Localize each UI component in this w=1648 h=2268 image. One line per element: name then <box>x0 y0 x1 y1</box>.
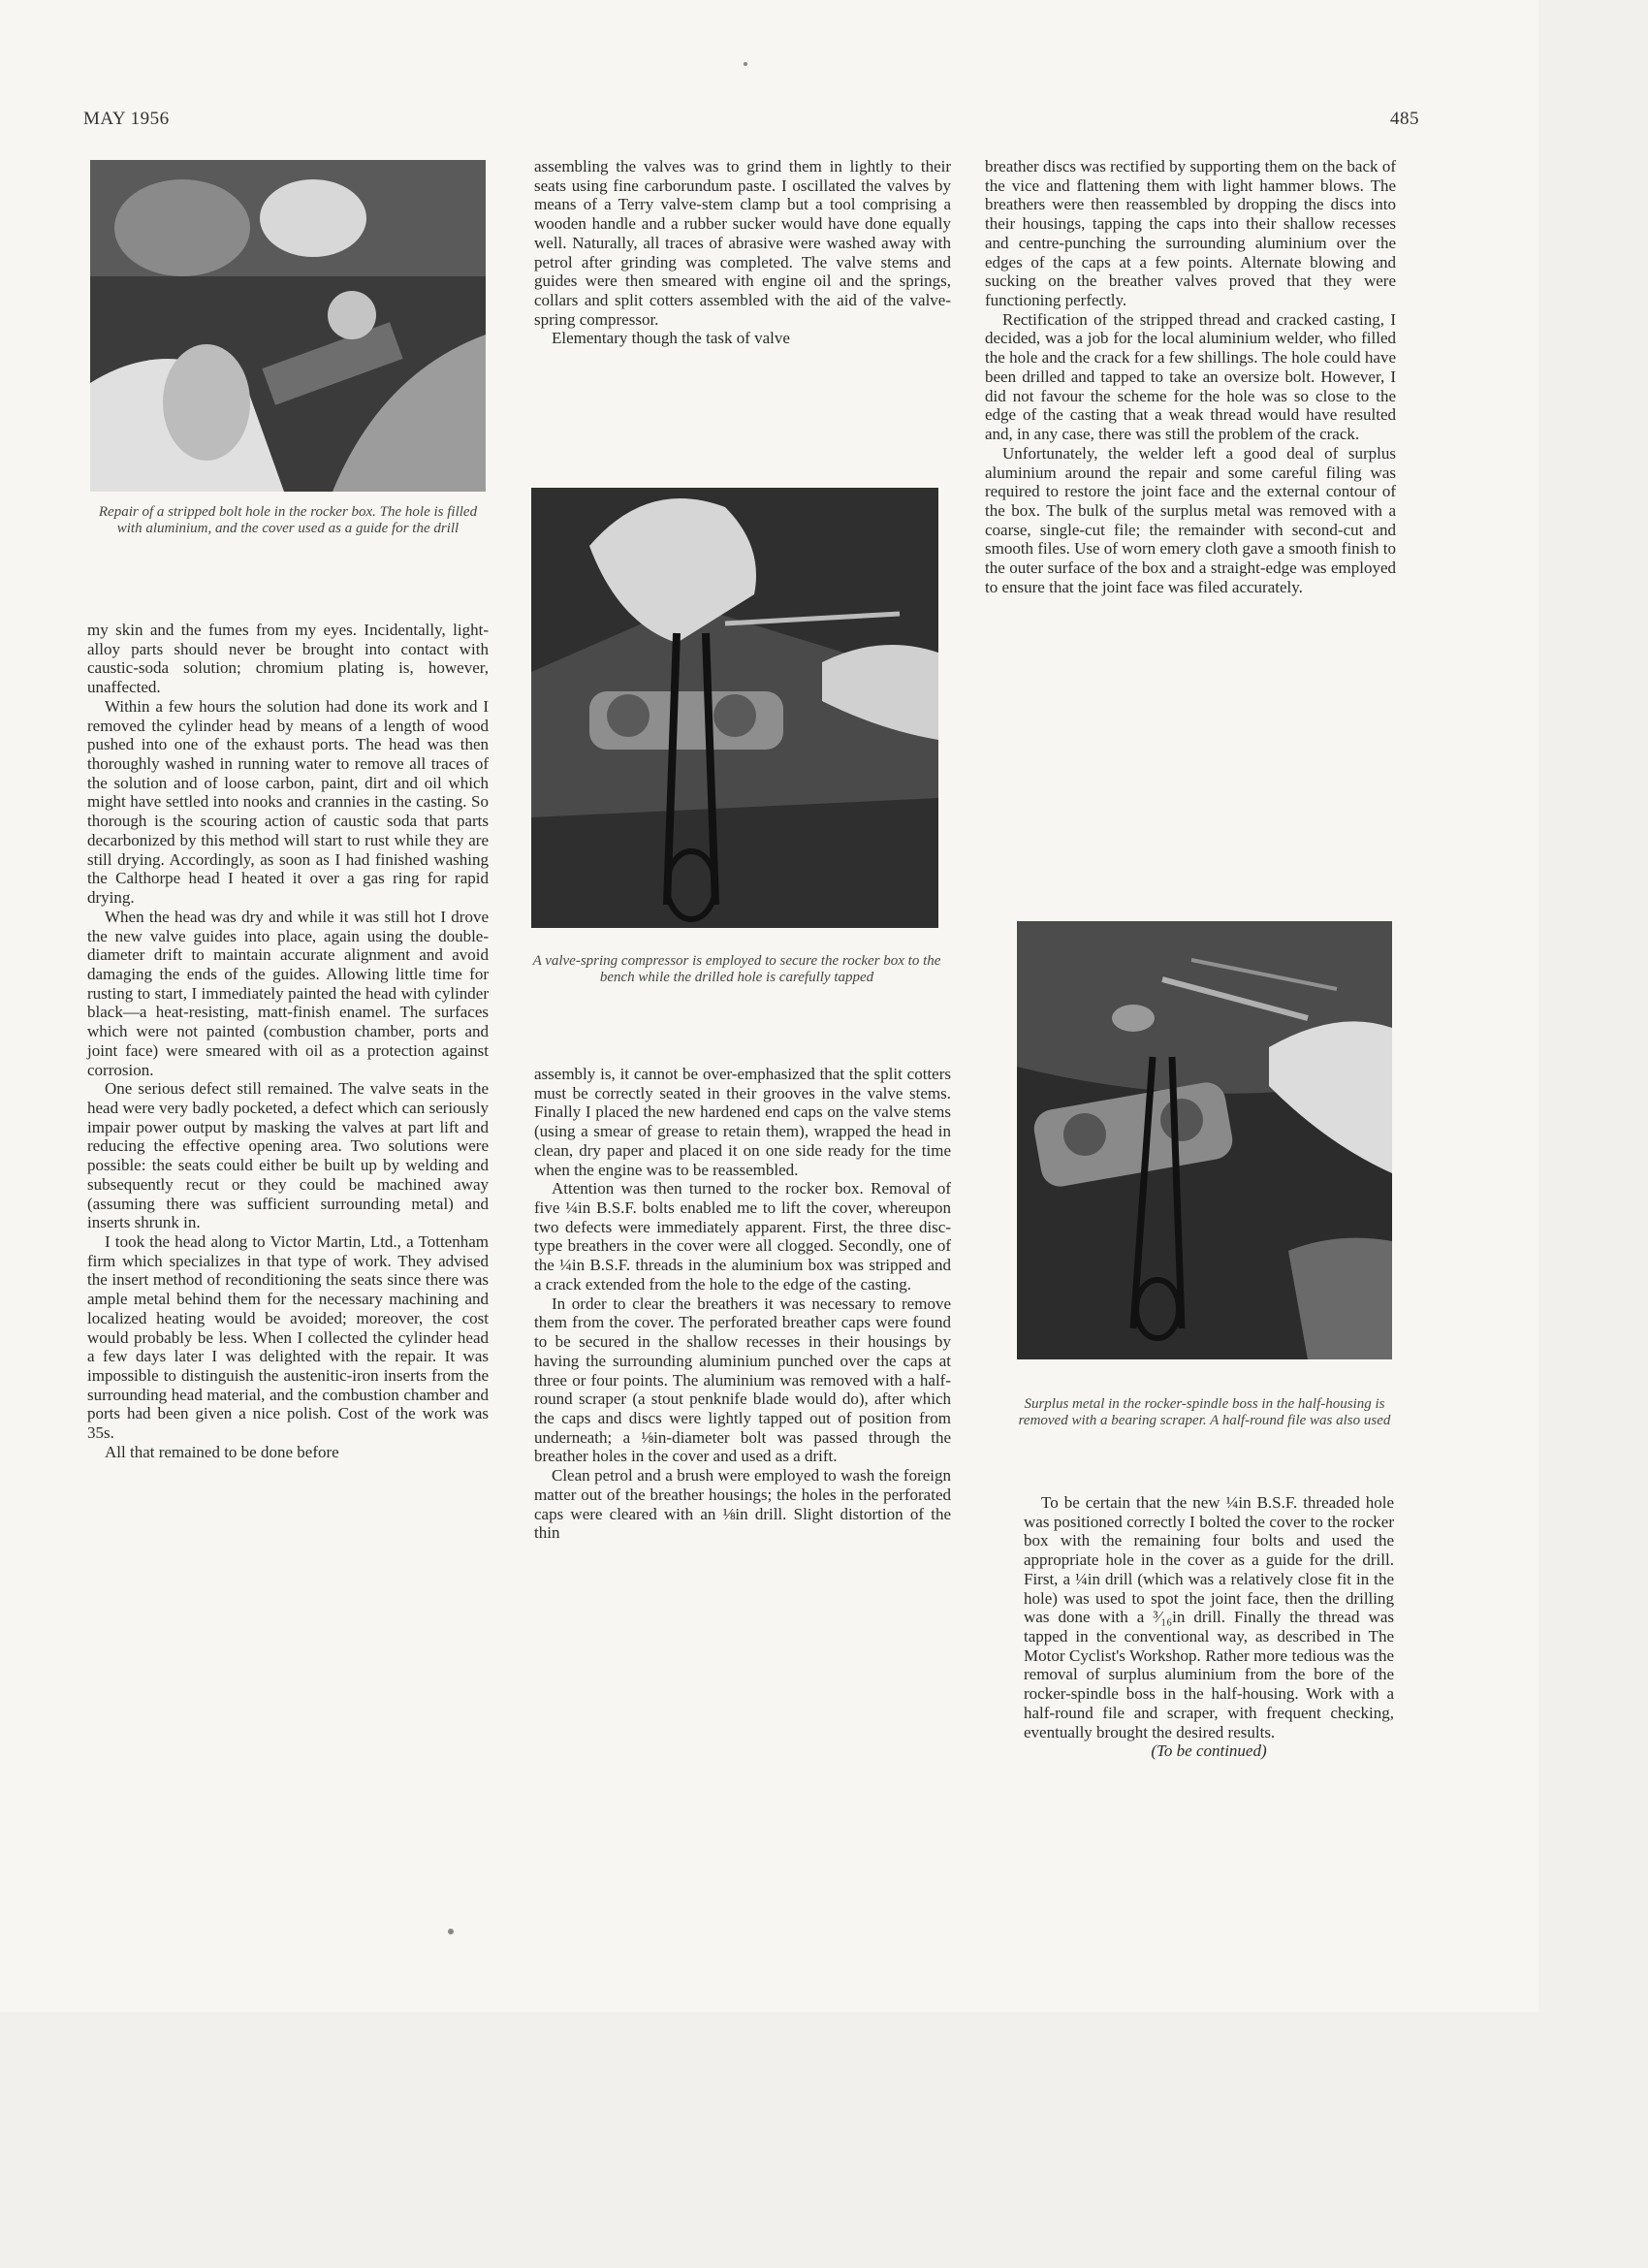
photo-bearing-scraper <box>1017 921 1392 1359</box>
col1-para-2: Within a few hours the solution had done its work and I removed the cylinder head by means of a length of wood pushed into one of the exhaust ports. The head was then thoroughly washed in running water to remove all traces of the solution and of loose carbon, paint, dirt and oil which might have settled into nooks and crannies in the casting. So thorough is the scouring action of caustic soda that parts decarbonized by this method will start to rust while they are still drying. Accordingly, as soon as I had finished washing the Calthorpe head I heated it over a gas ring for rapid drying. <box>87 696 489 908</box>
col2-para-3: assembly is, it cannot be over-emphasized that the split cotters must be correctly seated in their grooves in the valve stems. Finally I placed the new hardened end caps on the valve stems (using a smear of grease to retain them), wrapped the head in clean, dry paper and placed it on one side ready for the time when the engine was to be reassembled. <box>534 1065 951 1179</box>
col2-para-6: Clean petrol and a brush were employed to wash the foreign matter out of the breather housings; the holes in the perforated caps were cleared with an ⅛in drill. Slight distortion of the thin <box>534 1466 951 1543</box>
column-3-top <box>985 157 1396 597</box>
col3-para-3: Unfortunately, the welder left a good deal of surplus aluminium around the repair and some careful filing was required to restore the joint face and the external contour of the box. The bulk of the surplus metal was removed with a coarse, single-cut file; the remainder with second-cut and smooth files. Use of worn emery cloth gave a smooth finish to the outer surface of the box and a straight-edge was employed to ensure that the joint face was filed accurately. <box>985 443 1396 596</box>
issue-date: MAY 1956 <box>83 109 170 129</box>
caption-fig3: Surplus metal in the rocker-spindle boss in the half-housing is removed with a bearing scraper. A half-round file was also used <box>1018 1396 1391 1428</box>
col2-para-1: assembling the valves was to grind them in lightly to their seats using fine carborundum paste. I oscillated the valves by means of a Terry valve-stem clamp but a tool comprising a wooden handle and a rubber sucker would have done equally well. Naturally, all traces of abrasive were washed away with petrol after grinding was completed. The valve stems and guides were then smeared with engine oil and the springs, collars and split cotters assembled with the aid of the valve-spring compressor. <box>534 157 951 329</box>
col2-para-4: Attention was then turned to the rocker box. Removal of five ¼in B.S.F. bolts enabled me to lift the cover, whereupon two defects were immediately apparent. First, the three disc-type breathers in the cover were all clogged. Secondly, one of the ¼in B.S.F. threads in the aluminium box was stripped and a crack extended from the hole to the edge of the casting. <box>534 1179 951 1294</box>
photo-valve-spring-compressor <box>531 488 938 928</box>
col1-para-1: my skin and the fumes from my eyes. Incidentally, light-alloy parts should never be brought into contact with caustic-soda solution; chromium plating is, however, unaffected. <box>87 621 489 697</box>
column-3-bottom <box>1024 1493 1394 1761</box>
col3-para-2: Rectification of the stripped thread and cracked casting, I decided, was a job for the local aluminium welder, who filled the hole and the crack for a few shillings. The hole could have been drilled and tapped to take an oversize bolt. However, I did not favour the scheme for the hole was so close to the edge of the casting that a weak thread would have resulted and, in any case, there was still the problem of the crack. <box>985 309 1396 444</box>
to-be-continued: (To be continued) <box>1151 1741 1267 1761</box>
col2-para-2: Elementary though the task of valve <box>552 329 790 348</box>
column-1 <box>87 621 489 1462</box>
print-speck <box>744 62 747 66</box>
col3-para-4: To be certain that the new ¼in B.S.F. threaded hole was positioned correctly I bolted the cover to the rocker box with the remaining four bolts and used the appropriate hole in the cover as a guide for the drill. First, a ¼in drill (which was a relatively close fit in the hole) was used to spot the joint face, then the drilling was done with a ³⁄₁₆in drill. Finally the thread was tapped in the conventional way, as described in The Motor Cyclist's Workshop. Rather more tedious was the removal of surplus aluminium from the bore of the rocker-spindle boss in the half-housing. Work with a half-round file and scraper, with frequent checking, eventually brought the desired results. <box>1024 1493 1394 1741</box>
col1-para-3: When the head was dry and while it was still hot I drove the new valve guides into place, again using the double-diameter drift to maintain accurate alignment and avoid damaging the ends of the guides. Allowing little time for rusting to start, I immediately painted the head with cylinder black—a heat-resisting, matt-finish enamel. The surfaces which were not painted (combustion chamber, ports and joint face) were smeared with oil as a protection against corrosion. <box>87 907 489 1079</box>
col3-para-1: breather discs was rectified by supporting them on the back of the vice and flattening them with light hammer blows. The breathers were then reassembled by dropping the discs into their housings, tapping the caps into their shallow recesses and centre-punching the surrounding aluminium over the edges of the caps at a few points. Alternate blowing and sucking on the breather valves proved that they were functioning perfectly. <box>985 157 1396 310</box>
col1-para-4: One serious defect still remained. The valve seats in the head were very badly pocketed, a defect which can seriously impair power output by masking the valves at part lift and reducing the effective opening area. Two solutions were possible: the seats could either be built up by welding and subsequently recut or they could be machined away (assuming there was sufficient surrounding metal) and inserts shrunk in. <box>87 1079 489 1232</box>
col2-para-5: In order to clear the breathers it was necessary to remove them from the cover. The perforated breather caps were found to be secured in the shallow recesses in their housings by having the surrounding aluminium punched over the caps at three or four points. The aluminium was removed with a half-round scraper (a stout penknife blade would do), after which the caps and discs were lightly tapped out of position from underneath; a ⅛in-diameter bolt was passed through the breather holes in the cover and used as a drift. <box>534 1294 951 1466</box>
print-speck <box>448 1929 454 1934</box>
column-2-bottom <box>534 1065 951 1543</box>
column-2-top <box>534 157 951 348</box>
caption-fig2: A valve-spring compressor is employed to secure the rocker box to the bench while the drilled hole is carefully tapped <box>532 953 941 985</box>
col1-para-5: I took the head along to Victor Martin, Ltd., a Tottenham firm which specializes in that type of work. They advised the insert method of reconditioning the seats since there was ample metal behind them for the necessary machining and localized heating would be avoided; moreover, the cost would probably be less. When I collected the cylinder head a few days later I was delighted with the repair. It was impossible to distinguish the austenitic-iron inserts from the surrounding head material, and the combustion chamber and ports had been given a nice polish. Cost of the work was 35s. <box>87 1232 489 1443</box>
page-number: 485 <box>1390 109 1419 129</box>
caption-fig1: Repair of a stripped bolt hole in the rocker box. The hole is filled with aluminium, and the cover used as a guide for the drill <box>98 504 478 536</box>
col1-para-6: All that remained to be done before <box>105 1442 339 1461</box>
photo-rocker-box-repair <box>90 160 486 492</box>
